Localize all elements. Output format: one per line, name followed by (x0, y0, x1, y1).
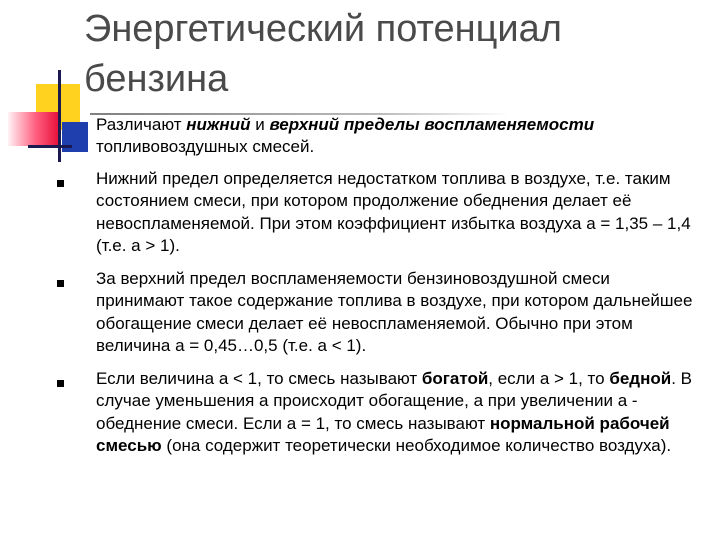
bullet-square-icon (57, 180, 64, 187)
item-4-bold-rich: богатой (421, 369, 489, 388)
item-1-text-b: и (250, 115, 270, 134)
list-item-1 (96, 114, 696, 159)
list-item-2: Нижний предел определяется недостатком топлива в воздухе, т.е. таким состоянием смеси, при котором продолжение обеднения делает её невоспламеняемой. При этом коэффициент избытка воздуха а = 1,35 – 1,4 (т.е. а > 1). (96, 169, 691, 256)
list-item-4 (96, 368, 696, 458)
slide-title: Энергетический потенциал бензина (84, 8, 562, 100)
ornament-red-bar (8, 112, 58, 146)
item-1-emphasis-upper: верхний пределы воспламеняемости (269, 115, 595, 134)
ornament-vertical-line (58, 70, 61, 162)
list-item-3: За верхний предел воспламеняемости бензиновоздушной смеси принимают такое содержание топлива в воздухе, при котором дальнейшее обогащение смеси делает её невоспламеняемой. Обычно при этом величина а = 0,45…0,5 (т.е. а < 1). (96, 269, 693, 356)
item-1-text-a: Различают (96, 115, 187, 134)
bullet-square-icon (57, 380, 64, 387)
bullet-square-icon (57, 280, 64, 287)
item-4-bold-normal: нормальной рабочей смесью (96, 413, 670, 456)
item-4-bold-lean: бедной (609, 369, 672, 388)
item-1-text-c: топливовоздушных смесей. (96, 137, 315, 157)
ornament-horizontal-line (28, 145, 72, 148)
item-1-emphasis-lower: нижний (186, 115, 251, 134)
item-4-text-b: , если а > 1, то (488, 369, 610, 388)
item-4-text-d: (она содержит теоретически необходимое количество воздуха). (161, 436, 672, 456)
item-4-text-a: Если величина а < 1, то смесь называют (96, 369, 422, 388)
item-4-text-c: . В случае уменьшения а происходит обогащение, а при увеличении а - обеднение смеси. Если а = 1, то смесь называют (96, 369, 692, 433)
